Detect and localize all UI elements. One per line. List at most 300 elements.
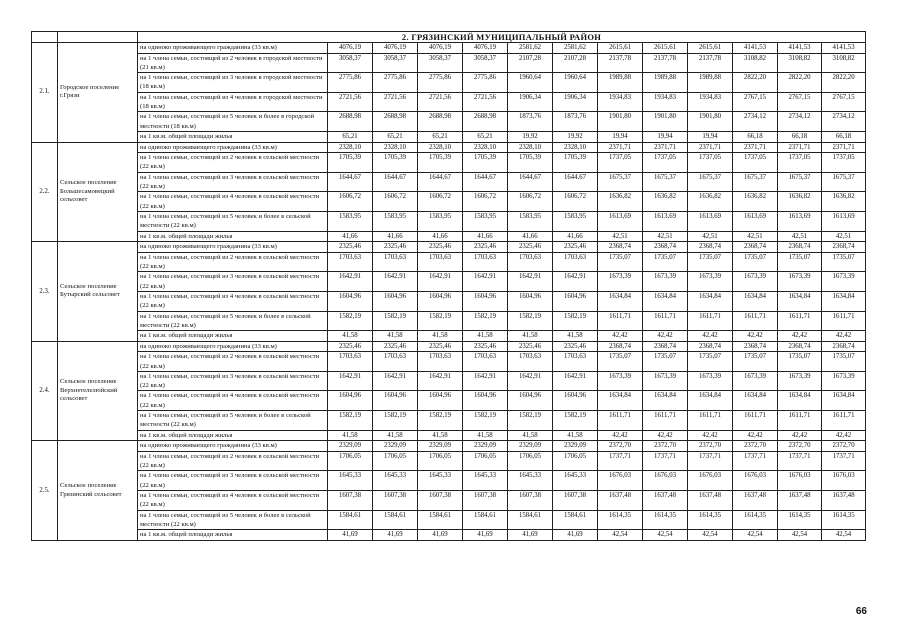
value-cell: 1675,37 — [643, 172, 688, 192]
value-cell: 1613,69 — [822, 211, 866, 231]
value-cell: 2328,10 — [463, 142, 508, 153]
value-cell: 1673,39 — [643, 272, 688, 292]
value-cell: 66,18 — [733, 131, 778, 142]
value-cell: 1676,03 — [643, 471, 688, 491]
value-cell: 2371,71 — [643, 142, 688, 153]
value-cell: 1873,76 — [553, 112, 598, 132]
value-cell: 42,51 — [598, 231, 643, 242]
value-cell: 1582,19 — [328, 311, 373, 331]
value-cell: 2368,74 — [733, 242, 778, 253]
settlement-index: 2.4. — [32, 341, 58, 441]
value-cell: 1676,03 — [778, 471, 822, 491]
value-cell: 1735,07 — [643, 252, 688, 272]
value-cell: 2329,09 — [328, 441, 373, 452]
value-cell: 2371,71 — [778, 142, 822, 153]
value-cell: 2775,86 — [463, 73, 508, 93]
value-cell: 1583,95 — [553, 211, 598, 231]
value-cell: 2615,61 — [643, 43, 688, 54]
value-cell: 2325,46 — [508, 341, 553, 352]
value-cell: 42,42 — [688, 430, 733, 441]
value-cell: 41,66 — [508, 231, 553, 242]
value-cell: 1735,07 — [733, 352, 778, 372]
value-cell: 4076,19 — [328, 43, 373, 54]
value-cell: 1703,63 — [418, 352, 463, 372]
settlement-name: Сельское поселение Большесамовецкий сельсовет — [58, 142, 138, 242]
value-cell: 1676,03 — [598, 471, 643, 491]
value-cell: 42,51 — [778, 231, 822, 242]
value-cell: 1673,39 — [598, 371, 643, 391]
value-cell: 1582,19 — [418, 311, 463, 331]
value-cell: 2767,15 — [733, 92, 778, 112]
value-cell: 1703,63 — [463, 352, 508, 372]
value-cell: 2372,70 — [643, 441, 688, 452]
row-description: на 1 члена семьи, состоящей из 2 человек в сельской местности (22 кв.м) — [138, 451, 328, 471]
value-cell: 41,69 — [508, 530, 553, 541]
value-cell: 1582,19 — [553, 311, 598, 331]
value-cell: 2329,09 — [418, 441, 463, 452]
value-cell: 1604,96 — [373, 391, 418, 411]
value-cell: 2368,74 — [688, 341, 733, 352]
value-cell: 1611,71 — [598, 411, 643, 431]
value-cell: 1642,91 — [508, 371, 553, 391]
value-cell: 1614,35 — [778, 510, 822, 530]
row-description: на 1 члена семьи, состоящей из 3 человек в городской местности (18 кв.м) — [138, 73, 328, 93]
value-cell: 1611,71 — [643, 311, 688, 331]
value-cell: 1642,91 — [553, 272, 598, 292]
value-cell: 1607,38 — [373, 491, 418, 511]
value-cell: 42,42 — [778, 430, 822, 441]
value-cell: 2372,70 — [733, 441, 778, 452]
row-description: на 1 члена семьи, состоящей из 2 человек в сельской местности (22 кв.м) — [138, 352, 328, 372]
row-description: на 1 члена семьи, состоящей из 5 человек и более в сельской местности (22 кв.м) — [138, 510, 328, 530]
value-cell: 19,94 — [598, 131, 643, 142]
settlement-name: Городское поселение г.Грязи — [58, 43, 138, 143]
value-cell: 1604,96 — [463, 291, 508, 311]
value-cell: 41,58 — [553, 331, 598, 342]
value-cell: 1584,61 — [508, 510, 553, 530]
value-cell: 1675,37 — [778, 172, 822, 192]
row-description: на одиноко проживающего гражданина (33 кв.м) — [138, 242, 328, 253]
value-cell: 2371,71 — [822, 142, 866, 153]
value-cell: 42,42 — [688, 331, 733, 342]
value-cell: 1706,05 — [463, 451, 508, 471]
value-cell: 1705,39 — [328, 153, 373, 173]
table-row — [32, 73, 866, 93]
table-row — [32, 391, 866, 411]
value-cell: 2329,09 — [373, 441, 418, 452]
value-cell: 1675,37 — [733, 172, 778, 192]
value-cell: 1901,80 — [643, 112, 688, 132]
value-cell: 1737,05 — [598, 153, 643, 173]
value-cell: 1636,82 — [733, 192, 778, 212]
table-row — [32, 331, 866, 342]
value-cell: 1611,71 — [778, 411, 822, 431]
value-cell: 41,58 — [508, 430, 553, 441]
row-description: на 1 члена семьи, состоящей из 5 человек и более в сельской местности (22 кв.м) — [138, 211, 328, 231]
value-cell: 65,21 — [463, 131, 508, 142]
title-spacer-name — [58, 32, 138, 43]
value-cell: 1634,84 — [598, 291, 643, 311]
value-cell: 1604,96 — [508, 391, 553, 411]
row-description: на 1 члена семьи, состоящей из 4 человек в городской местности (18 кв.м) — [138, 92, 328, 112]
row-description: на 1 члена семьи, состоящей из 3 человек в сельской местности (22 кв.м) — [138, 272, 328, 292]
value-cell: 2372,70 — [598, 441, 643, 452]
value-cell: 1611,71 — [688, 311, 733, 331]
value-cell: 41,58 — [463, 430, 508, 441]
value-cell: 1735,07 — [778, 352, 822, 372]
table-row — [32, 411, 866, 431]
value-cell: 42,54 — [643, 530, 688, 541]
row-description: на 1 члена семьи, состоящей из 4 человек в сельской местности (22 кв.м) — [138, 192, 328, 212]
value-cell: 1636,82 — [778, 192, 822, 212]
value-cell: 1673,39 — [778, 371, 822, 391]
table-row — [32, 252, 866, 272]
value-cell: 2581,62 — [553, 43, 598, 54]
value-cell: 1636,82 — [643, 192, 688, 212]
value-cell: 1675,37 — [822, 172, 866, 192]
value-cell: 65,21 — [418, 131, 463, 142]
value-cell: 2325,46 — [508, 242, 553, 253]
value-cell: 1644,67 — [418, 172, 463, 192]
value-cell: 2107,28 — [508, 53, 553, 73]
value-cell: 1737,71 — [733, 451, 778, 471]
value-cell: 1735,07 — [822, 352, 866, 372]
value-cell: 42,54 — [598, 530, 643, 541]
value-cell: 1642,91 — [328, 272, 373, 292]
value-cell: 42,51 — [643, 231, 688, 242]
value-cell: 1636,82 — [688, 192, 733, 212]
value-cell: 1737,71 — [778, 451, 822, 471]
row-description: на одиноко проживающего гражданина (33 кв.м) — [138, 341, 328, 352]
value-cell: 1645,33 — [463, 471, 508, 491]
value-cell: 41,58 — [553, 430, 598, 441]
value-cell: 1604,96 — [553, 291, 598, 311]
value-cell: 19,94 — [688, 131, 733, 142]
value-cell: 2371,71 — [733, 142, 778, 153]
value-cell: 1735,07 — [598, 252, 643, 272]
value-cell: 2371,71 — [688, 142, 733, 153]
value-cell: 1735,07 — [733, 252, 778, 272]
table-row — [32, 92, 866, 112]
value-cell: 1673,39 — [598, 272, 643, 292]
value-cell: 2615,61 — [688, 43, 733, 54]
value-cell: 1706,05 — [328, 451, 373, 471]
value-cell: 1642,91 — [373, 272, 418, 292]
value-cell: 1906,34 — [553, 92, 598, 112]
value-cell: 41,58 — [418, 331, 463, 342]
value-cell: 1673,39 — [733, 371, 778, 391]
settlement-index: 2.5. — [32, 441, 58, 541]
row-description: на 1 члена семьи, состоящей из 4 человек в сельской местности (22 кв.м) — [138, 291, 328, 311]
value-cell: 1613,69 — [733, 211, 778, 231]
value-cell: 1735,07 — [688, 352, 733, 372]
value-cell: 2368,74 — [778, 242, 822, 253]
row-description: на 1 члена семьи, состоящей из 5 человек и более в городской местности (18 кв.м) — [138, 112, 328, 132]
value-cell: 1604,96 — [328, 291, 373, 311]
value-cell: 1634,84 — [598, 391, 643, 411]
value-cell: 1703,63 — [328, 252, 373, 272]
value-cell: 1606,72 — [418, 192, 463, 212]
value-cell: 41,66 — [553, 231, 598, 242]
value-cell: 41,58 — [418, 430, 463, 441]
value-cell: 4141,53 — [778, 43, 822, 54]
value-cell: 2368,74 — [643, 341, 688, 352]
value-cell: 41,69 — [373, 530, 418, 541]
value-cell: 1673,39 — [688, 371, 733, 391]
value-cell: 1960,64 — [508, 73, 553, 93]
value-cell: 41,58 — [463, 331, 508, 342]
value-cell: 2325,46 — [373, 242, 418, 253]
value-cell: 42,42 — [822, 331, 866, 342]
value-cell: 1582,19 — [328, 411, 373, 431]
value-cell: 1606,72 — [553, 192, 598, 212]
value-cell: 2329,09 — [553, 441, 598, 452]
value-cell: 41,69 — [418, 530, 463, 541]
table-body — [32, 43, 866, 541]
value-cell: 1703,63 — [508, 352, 553, 372]
value-cell: 1582,19 — [463, 311, 508, 331]
value-cell: 2325,46 — [328, 341, 373, 352]
value-cell: 1873,76 — [508, 112, 553, 132]
value-cell: 1901,80 — [688, 112, 733, 132]
value-cell: 1637,48 — [643, 491, 688, 511]
settlement-name: Сельское поселение Верхнетелелюйский сельсовет — [58, 341, 138, 441]
row-description: на одиноко проживающего гражданина (33 кв.м) — [138, 441, 328, 452]
value-cell: 1737,71 — [598, 451, 643, 471]
value-cell: 1606,72 — [373, 192, 418, 212]
value-cell: 1735,07 — [822, 252, 866, 272]
value-cell: 66,18 — [822, 131, 866, 142]
value-cell: 1642,91 — [553, 371, 598, 391]
value-cell: 2328,10 — [373, 142, 418, 153]
value-cell: 2107,28 — [553, 53, 598, 73]
value-cell: 2328,10 — [508, 142, 553, 153]
value-cell: 1934,83 — [688, 92, 733, 112]
value-cell: 1642,91 — [373, 371, 418, 391]
value-cell: 1636,82 — [822, 192, 866, 212]
value-cell: 2734,12 — [778, 112, 822, 132]
value-cell: 41,66 — [418, 231, 463, 242]
value-cell: 42,42 — [598, 430, 643, 441]
row-description: на 1 члена семьи, состоящей из 2 человек в сельской местности (22 кв.м) — [138, 153, 328, 173]
value-cell: 1644,67 — [508, 172, 553, 192]
value-cell: 42,54 — [822, 530, 866, 541]
value-cell: 4076,19 — [418, 43, 463, 54]
row-description: на 1 члена семьи, состоящей из 4 человек в сельской местности (22 кв.м) — [138, 391, 328, 411]
value-cell: 1989,88 — [598, 73, 643, 93]
value-cell: 2721,56 — [373, 92, 418, 112]
value-cell: 1706,05 — [553, 451, 598, 471]
value-cell: 2688,98 — [418, 112, 463, 132]
value-cell: 1634,84 — [643, 391, 688, 411]
row-description: на 1 члена семьи, состоящей из 5 человек и более в сельской местности (22 кв.м) — [138, 311, 328, 331]
value-cell: 1611,71 — [733, 411, 778, 431]
table-row — [32, 242, 866, 253]
value-cell: 2368,74 — [688, 242, 733, 253]
value-cell: 2328,10 — [418, 142, 463, 153]
value-cell: 42,54 — [778, 530, 822, 541]
value-cell: 2328,10 — [328, 142, 373, 153]
value-cell: 1673,39 — [822, 272, 866, 292]
table-row — [32, 291, 866, 311]
table-row — [32, 43, 866, 54]
value-cell: 1604,96 — [418, 391, 463, 411]
value-cell: 1735,07 — [643, 352, 688, 372]
value-cell: 1604,96 — [553, 391, 598, 411]
value-cell: 1737,05 — [688, 153, 733, 173]
value-cell: 1634,84 — [778, 291, 822, 311]
value-cell: 2372,70 — [778, 441, 822, 452]
row-description: на 1 члена семьи, состоящей из 3 человек в сельской местности (22 кв.м) — [138, 471, 328, 491]
table-row — [32, 352, 866, 372]
value-cell: 1604,96 — [508, 291, 553, 311]
row-description: на 1 кв.м. общей площади жилья — [138, 530, 328, 541]
value-cell: 1637,48 — [733, 491, 778, 511]
value-cell: 1735,07 — [778, 252, 822, 272]
row-description: на 1 кв.м. общей площади жилья — [138, 430, 328, 441]
table-row — [32, 211, 866, 231]
value-cell: 1934,83 — [643, 92, 688, 112]
value-cell: 1637,48 — [822, 491, 866, 511]
value-cell: 1611,71 — [598, 311, 643, 331]
value-cell: 1637,48 — [778, 491, 822, 511]
value-cell: 1614,35 — [643, 510, 688, 530]
value-cell: 1583,95 — [418, 211, 463, 231]
value-cell: 1645,33 — [553, 471, 598, 491]
value-cell: 1735,07 — [598, 352, 643, 372]
table-row — [32, 142, 866, 153]
table-row — [32, 172, 866, 192]
tariff-table — [31, 31, 866, 541]
value-cell: 2325,46 — [328, 242, 373, 253]
value-cell: 42,42 — [733, 430, 778, 441]
value-cell: 1607,38 — [463, 491, 508, 511]
table-row — [32, 341, 866, 352]
table-row — [32, 311, 866, 331]
value-cell: 1642,91 — [418, 272, 463, 292]
value-cell: 1705,39 — [373, 153, 418, 173]
table-row — [32, 272, 866, 292]
row-description: на 1 члена семьи, состоящей из 2 человек в сельской местности (22 кв.м) — [138, 252, 328, 272]
value-cell: 1901,80 — [598, 112, 643, 132]
value-cell: 1676,03 — [822, 471, 866, 491]
value-cell: 1703,63 — [373, 252, 418, 272]
value-cell: 1703,63 — [328, 352, 373, 372]
value-cell: 1934,83 — [598, 92, 643, 112]
value-cell: 1644,67 — [463, 172, 508, 192]
row-description: на 1 члена семьи, состоящей из 5 человек и более в сельской местности (22 кв.м) — [138, 411, 328, 431]
value-cell: 2615,61 — [598, 43, 643, 54]
value-cell: 1611,71 — [822, 411, 866, 431]
value-cell: 2137,78 — [643, 53, 688, 73]
value-cell: 1737,05 — [733, 153, 778, 173]
value-cell: 1634,84 — [688, 291, 733, 311]
value-cell: 1675,37 — [598, 172, 643, 192]
value-cell: 42,42 — [733, 331, 778, 342]
value-cell: 1582,19 — [508, 311, 553, 331]
value-cell: 2822,20 — [778, 73, 822, 93]
value-cell: 1583,95 — [463, 211, 508, 231]
value-cell: 2734,12 — [822, 112, 866, 132]
value-cell: 1606,72 — [463, 192, 508, 212]
row-description: на 1 кв.м. общей площади жилья — [138, 331, 328, 342]
value-cell: 1584,61 — [328, 510, 373, 530]
region-title-row — [32, 32, 866, 43]
value-cell: 1634,84 — [733, 391, 778, 411]
value-cell: 2721,56 — [418, 92, 463, 112]
table-row — [32, 471, 866, 491]
value-cell: 65,21 — [373, 131, 418, 142]
value-cell: 2325,46 — [418, 242, 463, 253]
value-cell: 1989,88 — [643, 73, 688, 93]
value-cell: 1583,95 — [508, 211, 553, 231]
value-cell: 2721,56 — [463, 92, 508, 112]
value-cell: 1614,35 — [733, 510, 778, 530]
value-cell: 2325,46 — [463, 341, 508, 352]
value-cell: 1634,84 — [822, 291, 866, 311]
row-description: на 1 кв.м. общей площади жилья — [138, 231, 328, 242]
value-cell: 1676,03 — [733, 471, 778, 491]
value-cell: 2581,62 — [508, 43, 553, 54]
row-description: на 1 члена семьи, состоящей из 3 человек в сельской местности (22 кв.м) — [138, 172, 328, 192]
value-cell: 2688,98 — [373, 112, 418, 132]
value-cell: 1583,95 — [373, 211, 418, 231]
value-cell: 1642,91 — [328, 371, 373, 391]
value-cell: 1637,48 — [688, 491, 733, 511]
value-cell: 4141,53 — [733, 43, 778, 54]
value-cell: 1634,84 — [778, 391, 822, 411]
value-cell: 2368,74 — [598, 242, 643, 253]
value-cell: 1583,95 — [328, 211, 373, 231]
value-cell: 42,51 — [733, 231, 778, 242]
value-cell: 1636,82 — [598, 192, 643, 212]
settlement-index: 2.1. — [32, 43, 58, 143]
table-row — [32, 430, 866, 441]
value-cell: 1634,84 — [733, 291, 778, 311]
value-cell: 1705,39 — [553, 153, 598, 173]
row-description: на 1 члена семьи, состоящей из 4 человек в сельской местности (22 кв.м) — [138, 491, 328, 511]
value-cell: 1960,64 — [553, 73, 598, 93]
value-cell: 1673,39 — [688, 272, 733, 292]
value-cell: 1582,19 — [508, 411, 553, 431]
value-cell: 1675,37 — [688, 172, 733, 192]
value-cell: 1735,07 — [688, 252, 733, 272]
table-row — [32, 231, 866, 242]
value-cell: 2372,70 — [822, 441, 866, 452]
value-cell: 1584,61 — [463, 510, 508, 530]
value-cell: 1642,91 — [508, 272, 553, 292]
value-cell: 1604,96 — [328, 391, 373, 411]
value-cell: 2368,74 — [778, 341, 822, 352]
value-cell: 1582,19 — [373, 411, 418, 431]
value-cell: 2721,56 — [328, 92, 373, 112]
value-cell: 19,92 — [553, 131, 598, 142]
value-cell: 1613,69 — [778, 211, 822, 231]
table-row — [32, 451, 866, 471]
value-cell: 1604,96 — [373, 291, 418, 311]
value-cell: 2325,46 — [553, 341, 598, 352]
value-cell: 1673,39 — [822, 371, 866, 391]
value-cell: 1703,63 — [553, 352, 598, 372]
value-cell: 42,42 — [598, 331, 643, 342]
value-cell: 41,58 — [508, 331, 553, 342]
value-cell: 1676,03 — [688, 471, 733, 491]
value-cell: 42,42 — [778, 331, 822, 342]
value-cell: 1737,05 — [822, 153, 866, 173]
table-row — [32, 491, 866, 511]
row-description: на 1 члена семьи, состоящей из 3 человек в сельской местности (22 кв.м) — [138, 371, 328, 391]
value-cell: 2328,10 — [553, 142, 598, 153]
